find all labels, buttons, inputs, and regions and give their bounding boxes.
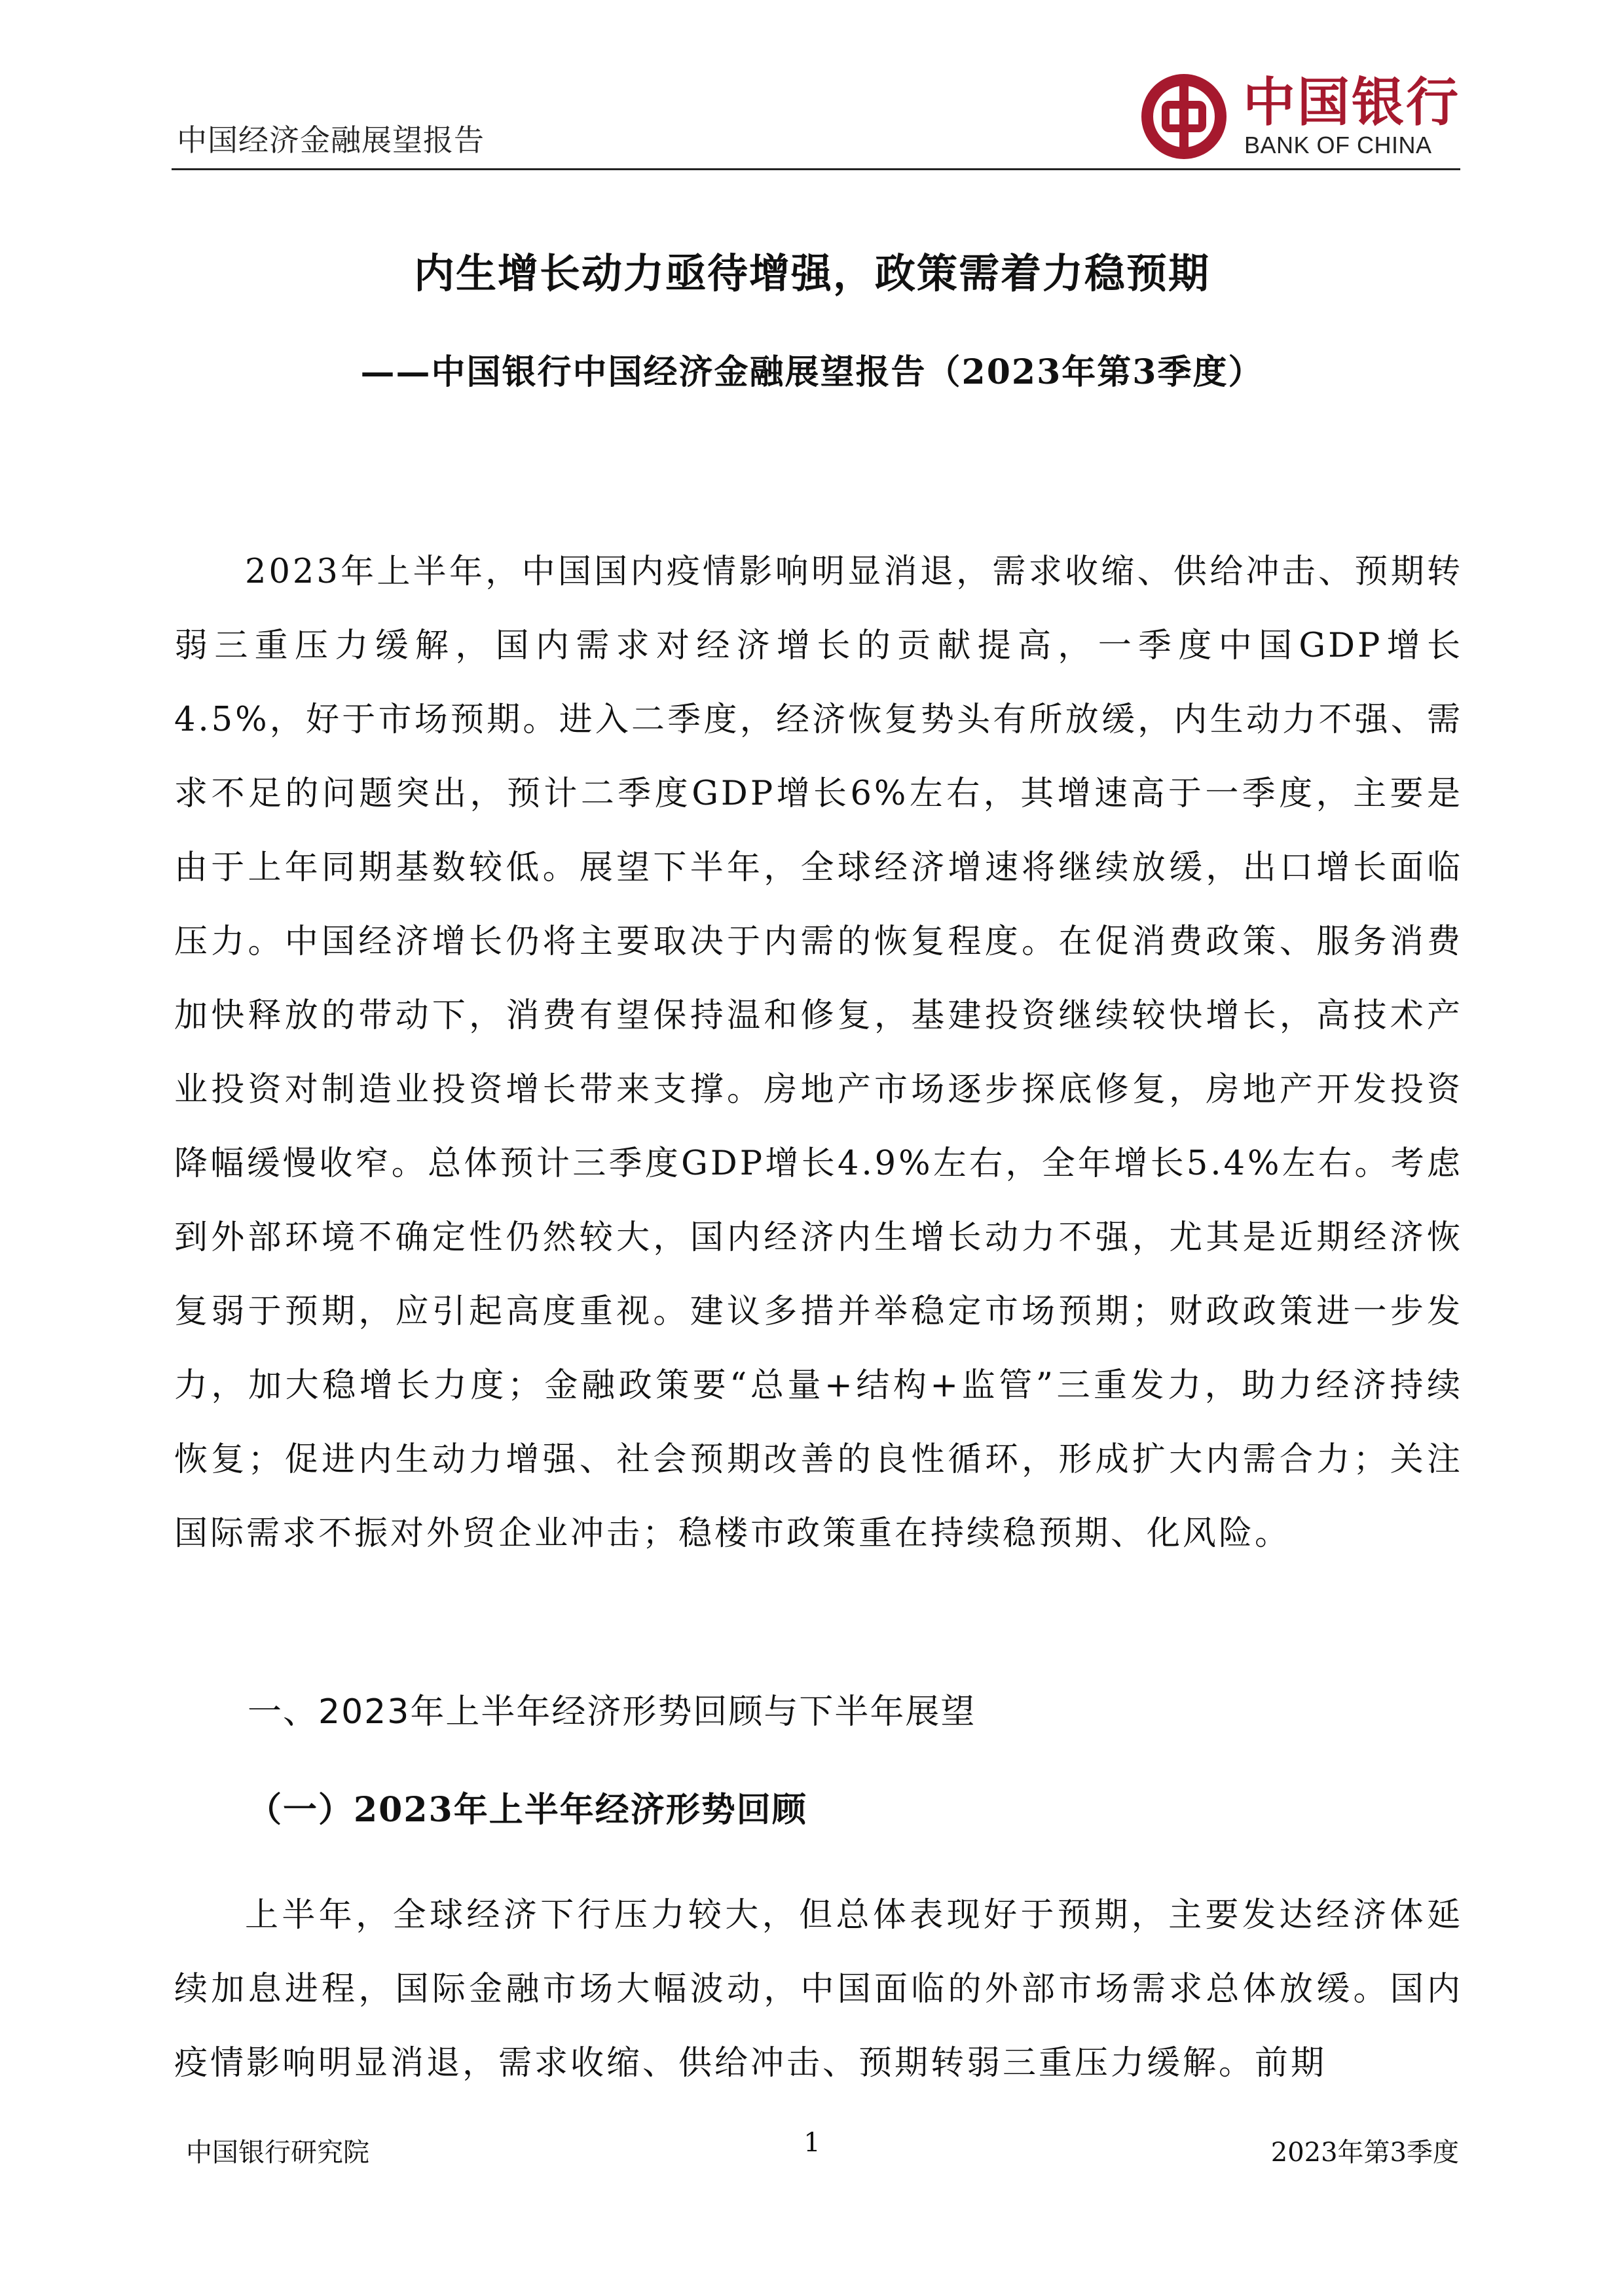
bank-logo <box>1139 71 1467 162</box>
subsection-heading: （一）2023年上半年经济形势回顾 <box>248 1790 807 1830</box>
header-report-name: 中国经济金融展望报告 <box>177 122 485 158</box>
body-paragraph: 上半年，全球经济下行压力较大，但总体表现好于预期，主要发达经济体延续加息进程，国际金融市场大幅波动，中国面临的外部市场需求总体放缓。国内疫情影响明显消退，需求收缩、供给冲击、预期转弱三重压力缓解。前期 <box>174 1896 1463 2083</box>
header-divider <box>172 168 1460 170</box>
logo-english-name: BANK OF CHINA <box>1244 132 1432 158</box>
logo-chinese-name: 中国银行 <box>1243 71 1460 133</box>
report-subtitle: ——中国银行中国经济金融展望报告（2023年第3季度） <box>360 352 1264 392</box>
section-heading: 一、2023年上半年经济形势回顾与下半年展望 <box>248 1692 976 1732</box>
footer-institute: 中国银行研究院 <box>186 2138 369 2168</box>
footer-period: 2023年第3季度 <box>1270 2138 1459 2168</box>
footer-page-number: 1 <box>803 2128 821 2158</box>
summary-paragraph: 2023年上半年，中国国内疫情影响明显消退，需求收缩、供给冲击、预期转弱三重压力缓解，国内需求对经济增长的贡献提高，一季度中国GDP增长4.5%，好于市场预期。进入二季度，经济恢复势头有所放缓，内生动力不强、需求不足的问题突出，预计二季度GDP增长6%左右，其增速高于一季度，主要是由于上年同期基数较低。展望下半年，全球经济增速将继续放缓，出口增长面临压力。中国经济增长仍将主要取决于内需的恢复程度。在促消费政策、服务消费加快释放的带动下，消费有望保持温和修复，基建投资继续较快增长，高技术产业投资对制造业投资增长带来支撑。房地产市场逐步探底修复，房地产开发投资降幅缓慢收窄。总体预计三季度GDP增长4.9%左右，全年增长5.4%左右。考虑到外部环境不确定性仍然较大，国内经济内生增长动力不强，尤其是近期经济恢复弱于预期，应引起高度重视。建议多措并举稳定市场预期；财政政策进一步发力，加大稳增长力度；金融政策要“总量+结构+监管”三重发力，助力经济持续恢复；促进内生动力增强、社会预期改善的良性循环，形成扩大内需合力；关注国际需求不振对外贸企业冲击；稳楼市政策重在持续稳预期、化风险。 <box>174 553 1463 1553</box>
bank-of-china-emblem-icon <box>1139 72 1228 161</box>
report-title: 内生增长动力亟待增强，政策需着力稳预期 <box>413 249 1210 297</box>
